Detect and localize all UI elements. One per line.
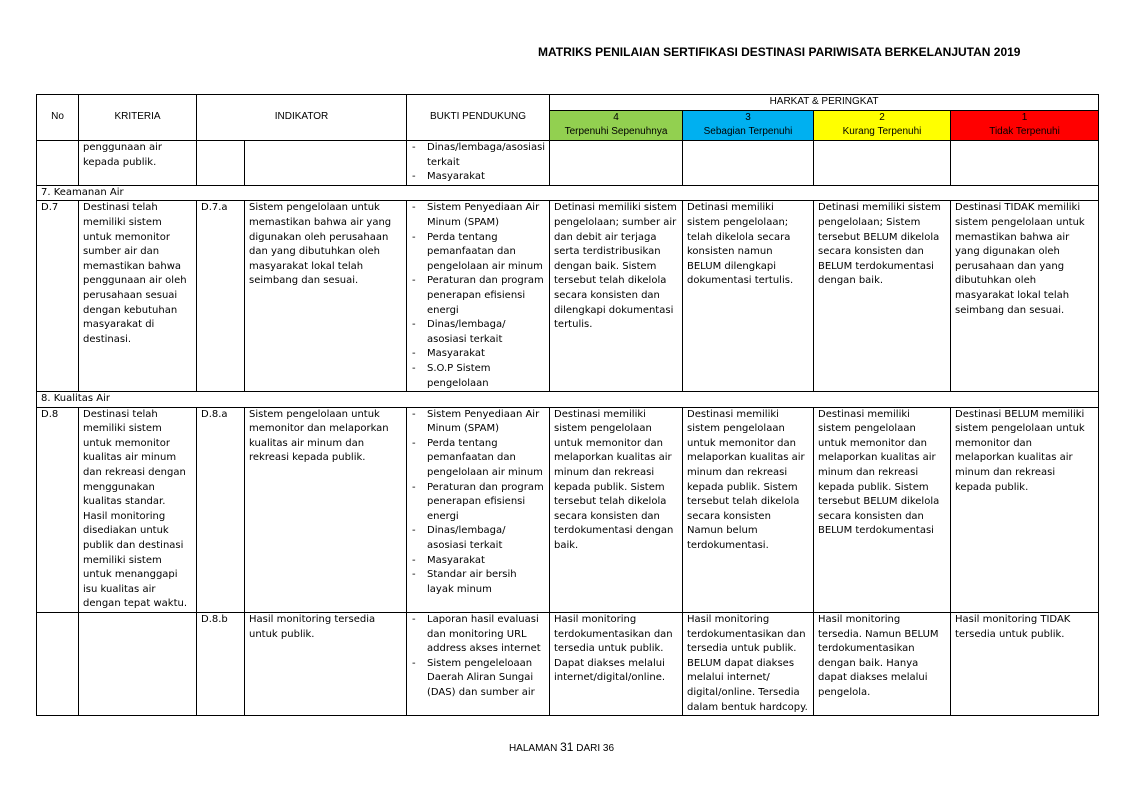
cell-bukti [407,141,550,186]
bukti-item: - S.O.P Sistem pengelolaan [411,362,545,391]
cell-grade-4: Hasil monitoring terdokumentasikan dan tersedia untuk publik. Dapat diakses melalui internet/digital/online. [550,613,683,716]
cell-no: D.8 [37,407,79,612]
bukti-item: - Standar air bersih layak minum [411,568,545,597]
grade-2-header [814,110,951,140]
cell-grade-1: Destinasi BELUM memiliki sistem pengelolaan untuk memonitor dan melaporkan kualitas air minum dan rekreasi kepada publik. [951,407,1099,612]
grade-2-label: Kurang Terpenuhi [842,126,922,138]
cell-indikator: Hasil monitoring tersedia untuk publik. [245,613,407,716]
cell-no [37,141,79,186]
col-header-indikator: INDIKATOR [197,95,407,141]
cell-kriteria [79,613,197,716]
bukti-item: - Perda tentang pemanfaatan dan pengelolaan air minum [411,437,545,481]
section-row-keamanan-air [37,185,1099,201]
cell-grade-4 [550,141,683,186]
cell-grade-3 [683,141,814,186]
cell-bukti [407,201,550,392]
cell-indikator-code [197,141,245,186]
bukti-item: - Sistem pengeleloaan Daerah Aliran Sungai (DAS) dan sumber air [411,657,545,701]
cell-grade-1 [951,141,1099,186]
cell-indikator [245,141,407,186]
grade-4-header [550,110,683,140]
section-title: 8. Kualitas Air [37,392,1099,408]
bukti-item: - Peraturan dan program penerapan efisiensi energi [411,274,545,318]
bukti-item: - Dinas/lembaga/asosiasi terkait [411,141,545,170]
cell-kriteria: Destinasi telah memiliki sistem untuk memonitor sumber air dan memastikan bahwa penggunaan air oleh perusahaan sesuai dengan kebutuhan masyarakat di destinasi. [79,201,197,392]
cell-grade-3: Destinasi memiliki sistem pengelolaan untuk memonitor dan melaporkan kualitas air minum dan rekreasi kepada publik. Sistem tersebut telah dikelola secara konsisten Namun belum terdokumentasi. [683,407,814,612]
footer-page-number: 31 [560,740,574,754]
header-row [37,95,1099,111]
cell-grade-4: Detinasi memiliki sistem pengelolaan; sumber air dan debit air terjaga serta terdistribusikan dengan baik. Sistem tersebut telah dikelola secara konsisten dan dilengkapi dokumentasi tertulis. [550,201,683,392]
grade-2-number: 2 [879,111,885,123]
cell-bukti [407,407,550,612]
col-header-bukti: BUKTI PENDUKUNG [407,95,550,141]
grade-3-label: Sebagian Terpenuhi [703,126,793,138]
cell-grade-2 [814,141,951,186]
assessment-matrix-table [36,94,1099,716]
cell-indikator-code: D.8.a [197,407,245,612]
cell-grade-2: Destinasi memiliki sistem pengelolaan untuk memonitor dan melaporkan kualitas air minum dan rekreasi kepada publik. Sistem tersebut BELUM dikelola secara konsisten dan BELUM terdokumentasi [814,407,951,612]
cell-no: D.7 [37,201,79,392]
criteria-row-d7 [37,201,1099,392]
cell-grade-2: Hasil monitoring tersedia. Namun BELUM terdokumentasikan dengan baik. Hanya dapat diakses melalui pengelola. [814,613,951,716]
page-footer [0,740,1123,754]
bukti-item: - Dinas/lembaga/ asosiasi terkait [411,524,545,553]
bukti-item: - Masyarakat [411,347,545,362]
grade-3-number: 3 [745,111,751,123]
grade-1-number: 1 [1021,111,1028,123]
footer-prefix: HALAMAN [508,743,558,754]
cell-grade-1: Destinasi TIDAK memiliki sistem pengelolaan untuk memastikan bahwa air yang digunakan oleh perusahaan dan yang dibutuhkan oleh masyarakat lokal telah seimbang dan sesuai. [951,201,1099,392]
bukti-item: - Peraturan dan program penerapan efisiensi energi [411,481,545,525]
col-header-kriteria: KRITERIA [79,95,197,141]
section-title: 7. Keamanan Air [37,185,1099,201]
col-header-harkat: HARKAT & PERINGKAT [550,95,1099,111]
grade-4-number: 4 [613,111,619,123]
cell-indikator: Sistem pengelolaan untuk memastikan bahwa air yang digunakan oleh perusahaan dan yang dibutuhkan oleh masyarakat lokal telah seimbang dan sesuai. [245,201,407,392]
cell-no [37,613,79,716]
criteria-row-d8b [37,613,1099,716]
grade-1-header [951,110,1099,140]
grade-1-label: Tidak Terpenuhi [989,126,1060,138]
bukti-item: - Dinas/lembaga/ asosiasi terkait [411,318,545,347]
bukti-item: - Sistem Penyediaan Air Minum (SPAM) [411,201,545,230]
section-row-kualitas-air [37,392,1099,408]
cell-indikator-code: D.8.b [197,613,245,716]
bukti-item: - Perda tentang pemanfaatan dan pengelolaan air minum [411,231,545,275]
cell-grade-3: Detinasi memiliki sistem pengelolaan; telah dikelola secara konsisten namun BELUM dilengkapi dokumentasi tertulis. [683,201,814,392]
cell-indikator-code: D.7.a [197,201,245,392]
cell-grade-4: Destinasi memiliki sistem pengelolaan untuk memonitor dan melaporkan kualitas air minum dan rekreasi kepada publik. Sistem tersebut telah dikelola secara konsisten dan terdokumentasi dengan baik. [550,407,683,612]
cell-grade-3: Hasil monitoring terdokumentasikan dan tersedia untuk publik. BELUM dapat diakses melalui internet/ digital/online. Tersedia dalam bentuk hardcopy. [683,613,814,716]
criteria-row-d8a [37,407,1099,612]
bukti-item: - Masyarakat [411,170,545,185]
document-title: MATRIKS PENILAIAN SERTIFIKASI DESTINASI PARIWISATA BERKELANJUTAN 2019 [538,45,1021,59]
bukti-item: - Sistem Penyediaan Air Minum (SPAM) [411,408,545,437]
bukti-item: - Masyarakat [411,554,545,569]
cell-bukti [407,613,550,716]
grade-4-label: Terpenuhi Sepenuhnya [564,126,668,138]
cell-grade-1: Hasil monitoring TIDAK tersedia untuk publik. [951,613,1099,716]
footer-total-pages: 36 [602,743,615,754]
cell-indikator: Sistem pengelolaan untuk memonitor dan melaporkan kualitas air minum dan rekreasi kepada publik. [245,407,407,612]
grade-3-header [683,110,814,140]
continuation-row [37,141,1099,186]
cell-kriteria: Destinasi telah memiliki sistem untuk memonitor kualitas air minum dan rekreasi dengan menggunakan kualitas standar. Hasil monitoring disediakan untuk publik dan destinasi memiliki sistem untuk menanggapi isu kualitas air dengan tepat waktu. [79,407,197,612]
cell-grade-2: Detinasi memiliki sistem pengelolaan; Sistem tersebut BELUM dikelola secara konsisten dan BELUM terdokumentasi dengan baik. [814,201,951,392]
col-header-no: No [37,95,79,141]
footer-middle: DARI [576,743,601,754]
bukti-item: - Laporan hasil evaluasi dan monitoring URL address akses internet [411,613,545,657]
cell-kriteria: penggunaan air kepada publik. [79,141,197,186]
